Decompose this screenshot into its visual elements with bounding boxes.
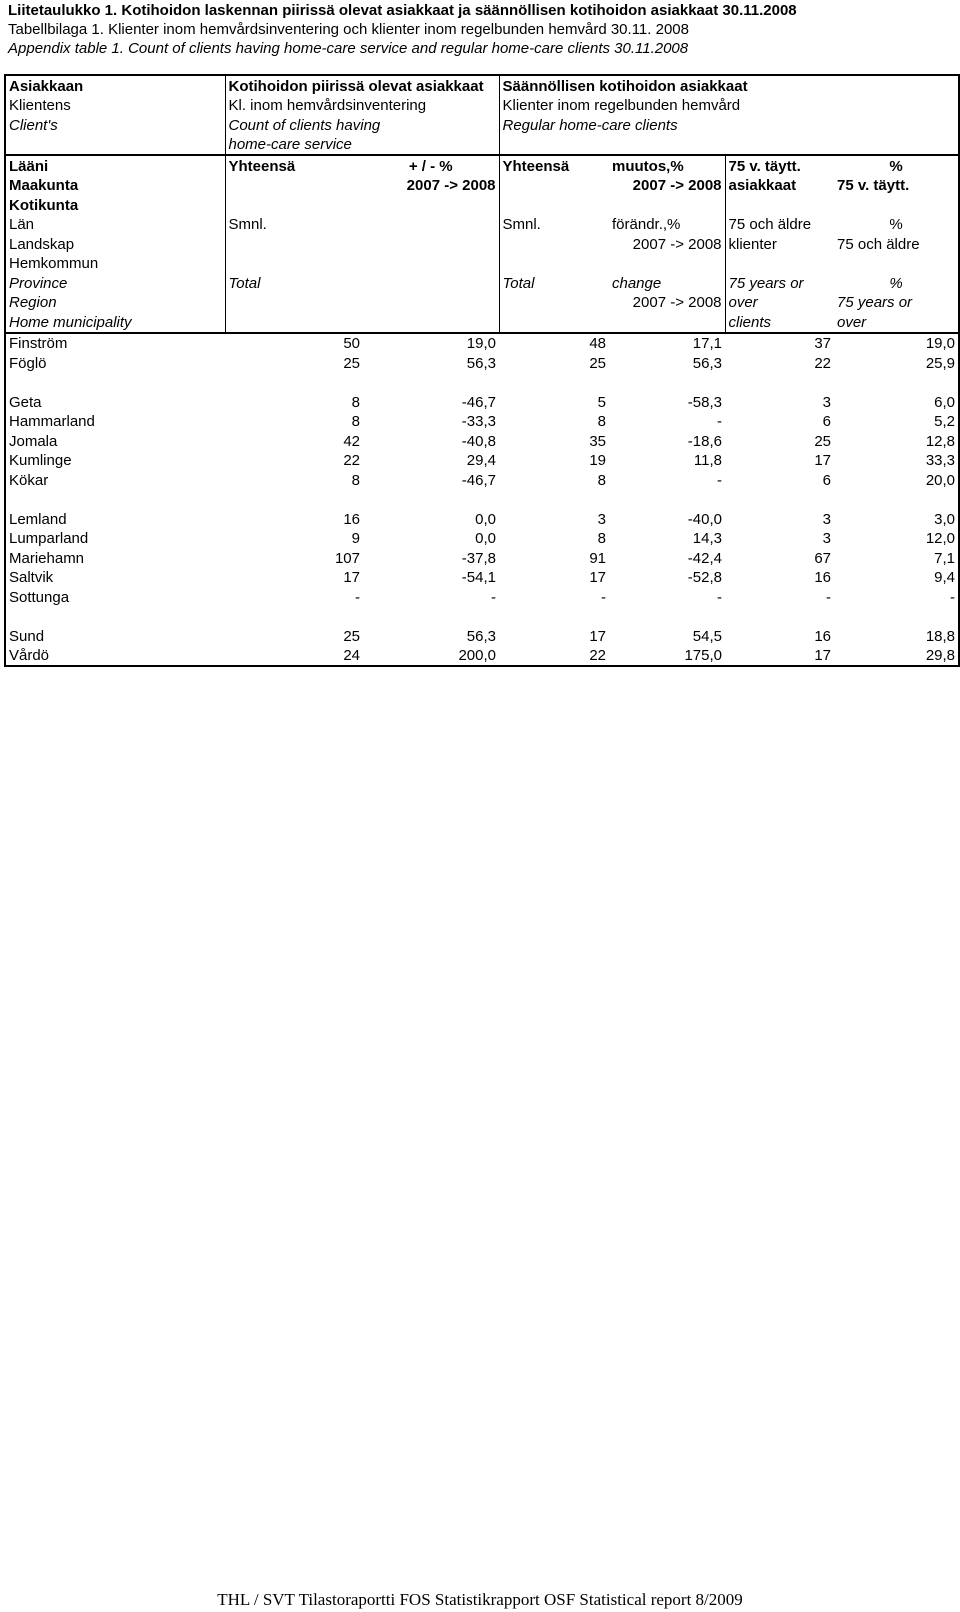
cell-value: -40,8 [461,432,496,450]
data-rows [5,333,959,667]
header-group2-en: Regular home-care clients [499,115,959,135]
municipality-name: Lumparland [5,529,225,549]
cell-value: 5,2 [834,412,959,432]
cell-value: 200,0 [363,646,499,667]
cell-value: -46,7 [461,393,496,411]
cell-value: 37 [814,335,831,352]
cell-value: 107 [334,549,360,567]
c3-en: Total [499,273,609,293]
header-group1-en: Count of clients having [225,115,499,135]
table-row [5,587,959,607]
municipality-name: Hammarland [5,412,225,432]
cell-value: 17,1 [692,335,722,352]
cell-value: -54,1 [461,569,496,586]
c6-en-3: over [834,312,959,333]
cell-value: 35 [589,432,606,450]
header-group1-sv: Kl. inom hemvårdsinventering [225,96,499,116]
c6-fi-2: 75 v. täytt. [834,176,959,196]
table-row [5,626,959,646]
c5-sv-2: klienter [725,234,834,254]
cell-value: 12,0 [834,529,959,549]
header-group2-fi: Säännöllisen kotihoidon asiakkaat [499,75,959,96]
cell-value: 33,3 [834,451,959,471]
cell-value: 3 [597,510,606,528]
cell-value: 25 [343,354,360,372]
title-english: Appendix table 1. Count of clients having home-care service and regular home-care clients 30.11.2008 [8,40,689,57]
cell-value: 16 [343,510,360,528]
cell-value: 3 [822,393,831,411]
cell-value: 25 [343,627,360,645]
label-hemkommun: Hemkommun [5,254,225,274]
cell-value: 50 [343,335,360,352]
spacer-row [5,373,959,393]
table-row [5,509,959,529]
c5-fi-2: asiakkaat [725,176,834,196]
cell-value: 19 [589,452,606,469]
cell-value: 42 [343,432,360,450]
municipality-name: Sottunga [5,587,225,607]
appendix-table [4,74,960,667]
c3-fi: Yhteensä [499,155,609,176]
c1-fi: Yhteensä [225,155,363,176]
cell-value: 8 [597,530,606,547]
cell-value: 19,0 [834,333,959,354]
cell-value: -42,4 [687,549,722,567]
header-group1-en-2: home-care service [225,135,499,156]
c6-sv: % [834,215,959,235]
cell-value: 25 [589,354,606,372]
c2-fi: + / - % [408,157,453,175]
cell-value: 8 [597,413,606,430]
cell-value: 22 [343,452,360,469]
cell-value: 8 [597,471,606,489]
cell-value: 17 [725,646,834,667]
header-client-sv: Klientens [5,96,225,116]
cell-value: 20,0 [834,470,959,490]
cell-value: 17 [589,569,606,586]
cell-value: 0,0 [475,530,496,547]
cell-value: 56,3 [466,354,496,372]
label-province: Province [5,273,225,293]
cell-value: 56,3 [466,627,496,645]
table-row [5,451,959,471]
cell-value: 48 [589,335,606,352]
cell-value: 8 [351,413,360,430]
cell-value: -58,3 [687,393,722,411]
c2-fi-2: 2007 -> 2008 [406,177,496,194]
label-lan: Län [5,215,225,235]
c4-sv: förändr.,% [612,216,681,233]
municipality-name: Saltvik [5,568,225,588]
cell-value: - [355,588,360,606]
c3-sv: Smnl. [499,215,609,235]
cell-value: 22 [499,646,609,667]
cell-value: 11,8 [693,452,722,469]
cell-value: 5 [597,393,606,411]
municipality-name: Jomala [5,431,225,451]
cell-value: 12,8 [834,431,959,451]
municipality-name: Lemland [5,509,225,529]
cell-value: 17 [814,452,831,469]
municipality-name: Vårdö [5,646,225,667]
table-row [5,470,959,490]
c4-en-2: 2007 -> 2008 [632,294,722,311]
header-group2-sv: Klienter inom regelbunden hemvård [499,96,959,116]
municipality-name: Mariehamn [5,548,225,568]
c6-en: % [834,273,959,293]
municipality-name: Föglö [5,353,225,373]
cell-value: 29,4 [466,452,496,469]
cell-value: - [717,588,722,606]
c1-en: Total [225,273,363,293]
cell-value: -46,7 [461,471,496,489]
cell-value: 175,0 [609,646,725,667]
c4-en: change [612,274,662,292]
table-row [5,412,959,432]
label-maakunta: Maakunta [5,176,225,196]
c6-en-2: 75 years or [834,293,959,313]
cell-value: 6 [822,413,831,430]
municipality-name: Kumlinge [5,451,225,471]
cell-value: -40,0 [687,510,722,528]
spacer-row [5,607,959,627]
cell-value: 8 [351,471,360,489]
c5-en: 75 years or [725,273,834,293]
cell-value: - [717,471,722,489]
label-region: Region [5,293,225,313]
cell-value: - [601,588,606,606]
label-laani: Lääni [5,155,225,176]
cell-value: 56,3 [692,354,722,372]
cell-value: 54,5 [692,627,722,645]
cell-value: - [717,413,722,430]
cell-value: 25 [814,432,831,450]
cell-value: 67 [814,549,831,567]
label-home-municipality: Home municipality [5,312,225,333]
table-row [5,529,959,549]
c4-sv-2: 2007 -> 2008 [632,235,722,253]
c1-sv: Smnl. [225,215,363,235]
header-client-fi: Asiakkaan [5,75,225,96]
label-landskap: Landskap [5,234,225,254]
cell-value: 18,8 [834,626,959,646]
c5-en-3: clients [725,312,834,333]
cell-value: 6,0 [834,392,959,412]
c5-fi: 75 v. täytt. [725,155,834,176]
c6-sv-2: 75 och äldre [834,234,959,254]
table-row [5,548,959,568]
cell-value: - [491,588,496,606]
title-block [8,1,797,58]
cell-value: 25,9 [834,353,959,373]
report-footer: THL / SVT Tilastoraportti FOS Statistikrapport OSF Statistical report 8/2009 [217,1590,743,1609]
cell-value: - [826,588,831,606]
cell-value: -52,8 [687,569,722,586]
cell-value: 7,1 [834,548,959,568]
municipality-name: Kökar [5,470,225,490]
cell-value: 9,4 [834,568,959,588]
cell-value: 3,0 [834,509,959,529]
cell-value: 6 [822,471,831,489]
table-row [5,392,959,412]
cell-value: 91 [589,549,606,567]
cell-value: 14,3 [692,530,722,547]
cell-value: 17 [343,569,360,586]
c5-sv: 75 och äldre [725,215,834,235]
municipality-name: Sund [5,626,225,646]
c5-en-2: over [725,293,834,313]
label-kotikunta: Kotikunta [5,195,225,215]
table-row [5,353,959,373]
cell-value: 29,8 [834,646,959,667]
table-row [5,646,959,667]
cell-value: -18,6 [687,432,722,450]
municipality-name: Geta [5,392,225,412]
cell-value: 0,0 [475,510,496,528]
c4-fi-2: 2007 -> 2008 [632,177,722,194]
cell-value: 16 [814,569,831,586]
table-row [5,333,959,354]
cell-value: - [834,587,959,607]
header-client-en: Client's [5,115,225,135]
cell-value: 9 [351,530,360,547]
cell-value: 8 [351,393,360,411]
title-finnish: Liitetaulukko 1. Kotihoidon laskennan piirissä olevat asiakkaat ja säännöllisen kotihoidon asiakkaat 30.11.2008 [8,2,797,19]
cell-value: 16 [814,627,831,645]
municipality-name: Finström [5,333,225,354]
cell-value: -33,3 [461,413,496,430]
cell-value: 3 [822,530,831,547]
table-row [5,568,959,588]
c4-fi: muutos,% [612,157,684,175]
header-group1-fi: Kotihoidon piirissä olevat asiakkaat [225,75,499,96]
cell-value: 19,0 [466,335,496,352]
spacer-row [5,490,959,510]
table-row [5,431,959,451]
cell-value: 22 [814,354,831,372]
cell-value: 17 [589,627,606,645]
cell-value: 24 [225,646,363,667]
title-swedish: Tabellbilaga 1. Klienter inom hemvårdsinventering och klienter inom regelbunden hemvård 30.11. 2008 [8,21,689,38]
cell-value: 3 [822,510,831,528]
cell-value: -37,8 [461,549,496,567]
c6-fi: % [834,155,959,176]
